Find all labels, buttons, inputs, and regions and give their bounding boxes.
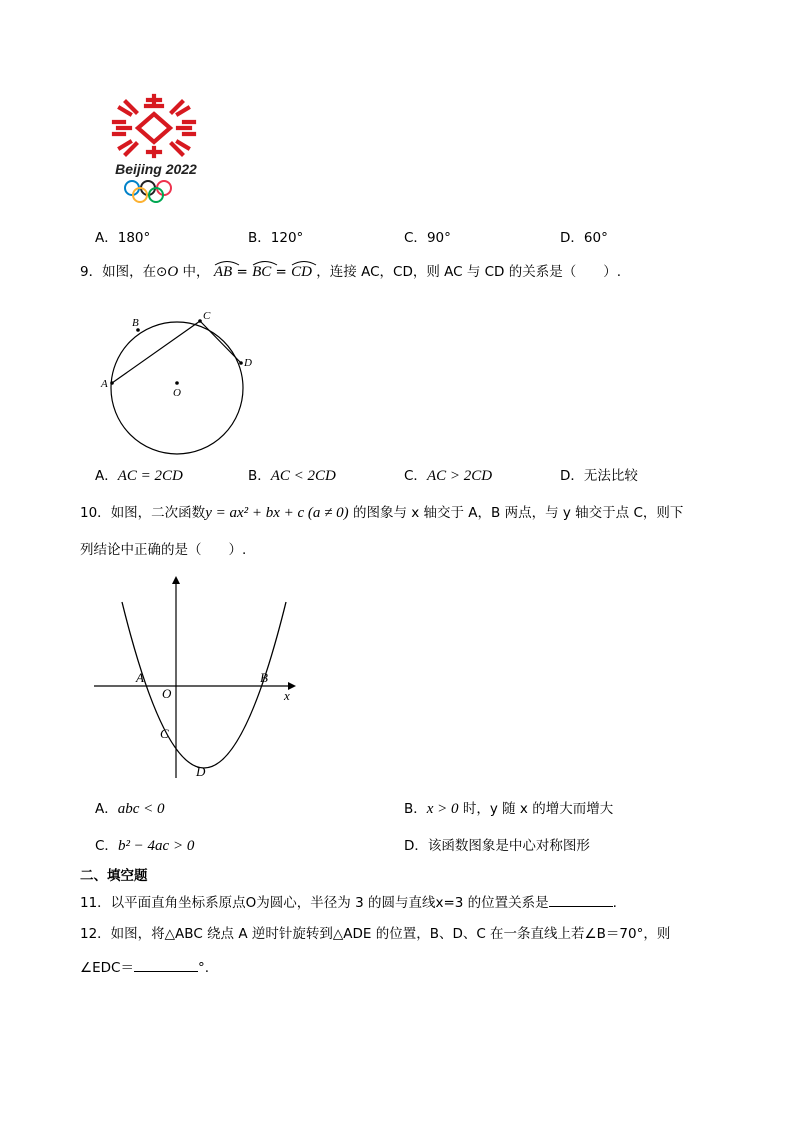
logo-text: Beijing 2022: [115, 161, 197, 177]
q10-option-d: D．该函数图象是中心对称图形: [404, 838, 590, 854]
q8-option-d: D．60°: [560, 230, 608, 246]
point-b-label: B: [132, 317, 139, 329]
point-b-label: B: [260, 670, 268, 685]
point-d-label: D: [244, 357, 252, 369]
q9-option-d: D．无法比较: [560, 468, 638, 484]
q9-circle-figure: [96, 305, 256, 457]
q8-option-c: C．90°: [404, 230, 451, 246]
q8-option-b: B．120°: [248, 230, 304, 246]
origin-o-label: O: [162, 686, 172, 701]
q10-parabola-figure: [90, 574, 305, 784]
q12-line2: ∠EDC＝ °.: [80, 957, 209, 978]
q10-stem-line2: 列结论中正确的是（ ）.: [80, 542, 247, 558]
q11-question: 11．以平面直角坐标系原点O为圆心，半径为 3 的圆与直线x=3 的位置关系是 .: [80, 892, 617, 913]
q9-option-c: C．AC > 2CD: [404, 468, 493, 484]
q10-option-b: B．x > 0 时，y 随 x 的增大而增大: [404, 801, 614, 817]
point-c-label: C: [203, 310, 211, 322]
point-a-label: A: [136, 670, 144, 685]
snowflake-emblem-icon: [106, 92, 206, 210]
q8-option-a: A．180°: [95, 230, 151, 246]
q9-option-b: B．AC < 2CD: [248, 468, 336, 484]
x-axis-label: x: [284, 688, 290, 703]
section-fill-in-blank-title: 二、填空题: [80, 868, 148, 884]
q9-option-a: A．AC = 2CD: [95, 468, 183, 484]
point-c-label: C: [160, 726, 169, 741]
q9-stem: 9．如图，在⊙O 中， AB = BC = CD ，连接 AC，CD，则 AC 与 CD 的关系是（ ）.: [80, 262, 621, 282]
q11-answer-blank[interactable]: [549, 892, 613, 907]
q12-line1: 12．如图，将△ABC 绕点 A 逆时针旋转到△ADE 的位置，B、D、C 在一条直线上若∠B＝70°，则: [80, 926, 671, 942]
center-o-label: O: [173, 387, 181, 399]
q10-stem-line1: 10．如图，二次函数y = ax² + bx + c (a ≠ 0) 的图象与 x 轴交于 A，B 两点，与 y 轴交于点 C，则下: [80, 505, 684, 521]
beijing-2022-logo: [106, 92, 206, 210]
point-a-label: A: [101, 378, 108, 390]
q10-option-c: C．b² − 4ac > 0: [95, 838, 195, 854]
vertex-d-label: D: [196, 764, 206, 779]
q10-option-a: A．abc < 0: [95, 801, 165, 817]
q12-answer-blank[interactable]: [134, 957, 198, 972]
